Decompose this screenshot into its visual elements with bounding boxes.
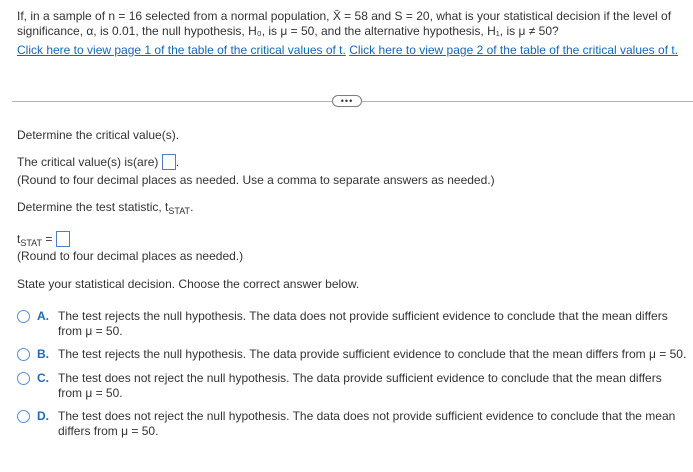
radio-b[interactable] — [17, 348, 30, 361]
decision-heading: State your statistical decision. Choose the correct answer below. — [17, 277, 360, 291]
radio-a[interactable] — [17, 310, 30, 323]
option-a-line2: from μ = 50. — [58, 324, 123, 338]
option-d[interactable] — [17, 409, 689, 441]
ellipsis-icon: ••• — [340, 96, 354, 106]
critical-values-table-page1-link[interactable]: Click here to view page 1 of the table of the critical values of t. — [17, 43, 346, 57]
question-line-2: significance, α, is 0.01, the null hypothesis, H₀, is μ = 50, and the alternative hypothesis, H₁, is μ ≠ 50? — [17, 24, 559, 38]
expand-more-button[interactable] — [332, 95, 362, 107]
option-c-line2: from μ = 50. — [58, 386, 123, 400]
question-line-1: If, in a sample of n = 16 selected from a normal population, X̄ = 58 and S = 20, what is your statistical decision if the level of — [17, 9, 672, 23]
test-statistic-eq: = — [42, 232, 53, 246]
option-a-letter: A. — [37, 309, 49, 323]
option-c-line1: The test does not reject the null hypothesis. The data provide sufficient evidence to conclude that the mean differs — [58, 371, 662, 385]
critical-values-table-page2-link[interactable]: Click here to view page 2 of the table of the critical values of t. — [349, 43, 679, 57]
table-links — [17, 43, 678, 58]
option-d-letter: D. — [37, 409, 49, 423]
test-statistic-heading — [17, 200, 193, 219]
option-c-letter: C. — [37, 371, 49, 385]
radio-c[interactable] — [17, 372, 30, 385]
option-d-text — [58, 409, 689, 439]
test-statistic-heading-text: Determine the test statistic, t — [17, 200, 169, 214]
option-d-line2: differs from μ = 50. — [58, 424, 159, 438]
test-statistic-input[interactable] — [56, 231, 70, 247]
option-b-line1: The test rejects the null hypothesis. The data provide sufficient evidence to conclude that the mean differs from μ = 50. — [58, 347, 687, 361]
option-a-line1: The test rejects the null hypothesis. The data does not provide sufficient evidence to conclude that the mean differs — [58, 309, 668, 323]
test-statistic-label-sub: STAT — [20, 238, 43, 248]
test-statistic-label: t — [17, 232, 21, 246]
critical-value-input[interactable] — [162, 154, 176, 170]
test-statistic-hint: (Round to four decimal places as needed.) — [17, 249, 244, 263]
test-statistic-row — [17, 231, 70, 251]
option-b-text — [58, 347, 689, 362]
option-a-text — [58, 309, 689, 339]
critical-value-row — [17, 154, 179, 170]
option-b-letter: B. — [37, 347, 49, 361]
option-c-text — [58, 371, 689, 401]
critical-value-label: The critical value(s) is(are) — [17, 155, 159, 169]
option-b[interactable] — [17, 347, 689, 363]
option-c[interactable] — [17, 371, 689, 403]
test-statistic-heading-sub: STAT — [168, 206, 191, 216]
test-statistic-heading-end: . — [190, 200, 194, 214]
option-d-line1: The test does not reject the null hypothesis. The data does not provide sufficient evidence to conclude that the mean — [58, 409, 676, 423]
radio-d[interactable] — [17, 410, 30, 423]
critical-value-heading: Determine the critical value(s). — [17, 128, 180, 142]
critical-value-period: . — [175, 155, 180, 169]
critical-value-hint: (Round to four decimal places as needed. Use a comma to separate answers as needed.) — [17, 173, 495, 187]
option-a[interactable] — [17, 309, 689, 341]
